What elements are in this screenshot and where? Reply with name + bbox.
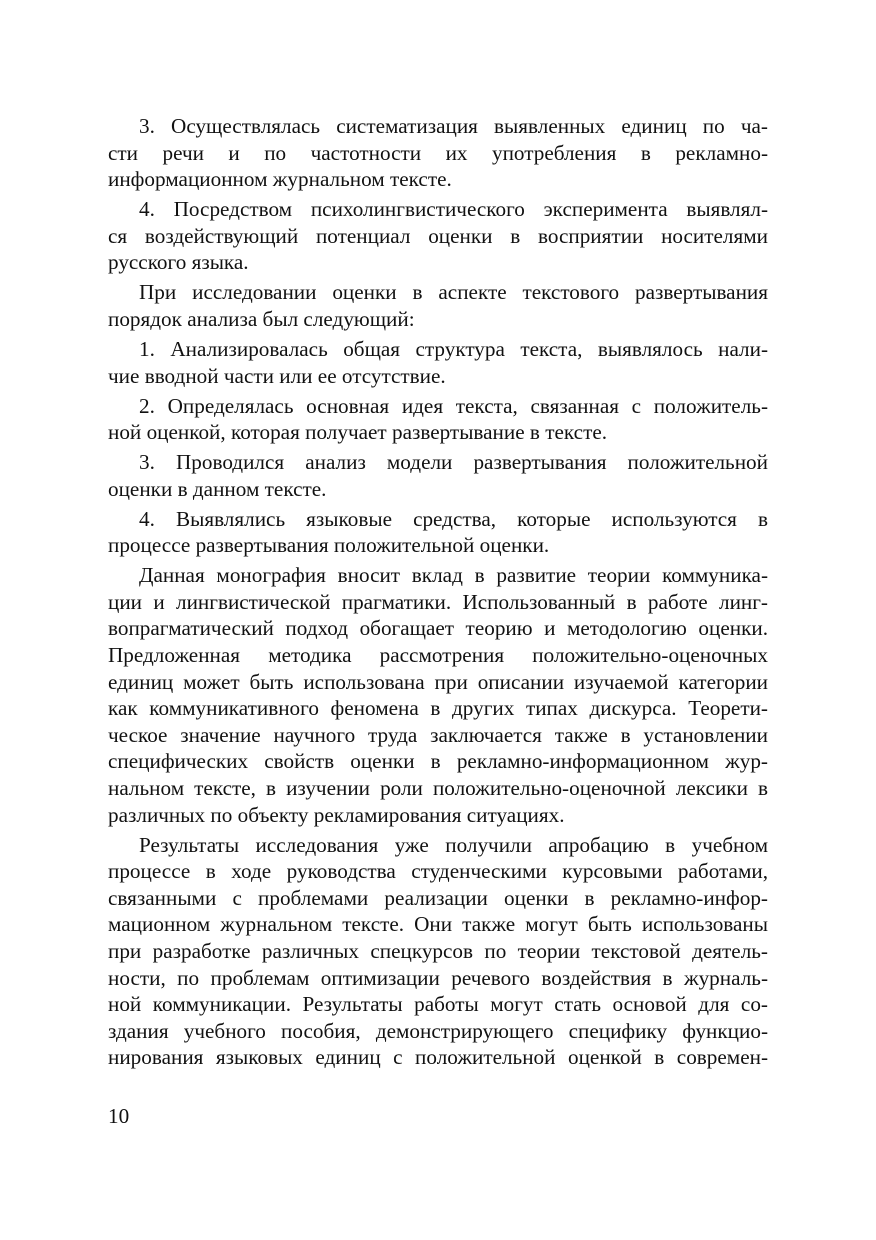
text-line: различных по объекту рекламирования ситуациях. [108,802,565,827]
text-line: оценки в данном тексте. [108,476,327,501]
text-line: единиц может быть использована при описании изучаемой категории [108,669,768,694]
paragraph [108,832,768,1071]
text-line: Предложенная методика рассмотрения положительно-оценочных [108,643,768,668]
text-line: 3. Проводился анализ модели развертывания положительной [139,450,768,475]
text-line: русского языка. [108,250,249,275]
text-line: Данная монография вносит вклад в развитие теории коммуника- [139,563,768,588]
text-line: процессе развертывания положительной оценки. [108,533,550,558]
text-line: ся воздействующий потенциал оценки в восприятии носителями [108,223,768,248]
paragraph [108,449,768,502]
text-line: При исследовании оценки в аспекте текстового развертывания [139,280,768,305]
text-line: ции и лингвистической прагматики. Использованный в работе линг- [108,589,768,614]
text-line: ной оценкой, которая получает развертывание в тексте. [108,420,608,445]
page-number: 10 [108,1104,130,1128]
paragraph [108,279,768,332]
text-line: как коммуникативного феномена в других типах дискурса. Теорети- [108,696,768,721]
text-line: чие вводной части или ее отсутствие. [108,363,446,388]
paragraph [108,393,768,446]
text-line: мационном журнальном тексте. Они также могут быть использованы [108,912,768,937]
text-line: 4. Выявлялись языковые средства, которые используются в [139,506,768,531]
text-line: информационном журнальном тексте. [108,167,452,192]
text-line: процессе в ходе руководства студенческими курсовыми работами, [108,859,768,884]
text-line: 4. Посредством психолингвистического эксперимента выявлял- [139,197,768,222]
text-line: сти речи и по частотности их употребления в рекламно- [108,140,768,165]
text-line: нирования языковых единиц с положительной оценкой в современ- [108,1045,768,1070]
text-line: вопрагматический подход обогащает теорию и методологию оценки. [108,616,768,641]
text-line: ности, по проблемам оптимизации речевого воздействия в журналь- [108,965,768,990]
paragraph [108,336,768,389]
text-line: порядок анализа был следующий: [108,306,415,331]
text-line: связанными с проблемами реализации оценки в рекламно-инфор- [108,885,768,910]
text-line: 2. Определялась основная идея текста, связанная с положитель- [139,393,768,418]
text-line: 3. Осуществлялась систематизация выявленных единиц по ча- [139,114,768,138]
text-line: при разработке различных спецкурсов по теории текстовой деятель- [108,938,768,963]
text-line: ной коммуникации. Результаты работы могут стать основой для со- [108,992,768,1017]
text-line: нальном тексте, в изучении роли положительно-оценочной лексики в [108,775,768,800]
paragraph [108,562,768,828]
paragraph [108,196,768,276]
paragraph [108,506,768,559]
text-line: ческое значение научного труда заключается также в установлении [108,722,768,747]
paragraph [108,113,768,193]
text-line: 1. Анализировалась общая структура текста, выявлялось нали- [139,336,768,361]
text-line: специфических свойств оценки в рекламно-информационном жур- [108,749,768,774]
body-text [108,113,768,1074]
text-line: здания учебного пособия, демонстрирующего специфику функцио- [108,1018,768,1043]
text-line: Результаты исследования уже получили апробацию в учебном [139,832,768,857]
